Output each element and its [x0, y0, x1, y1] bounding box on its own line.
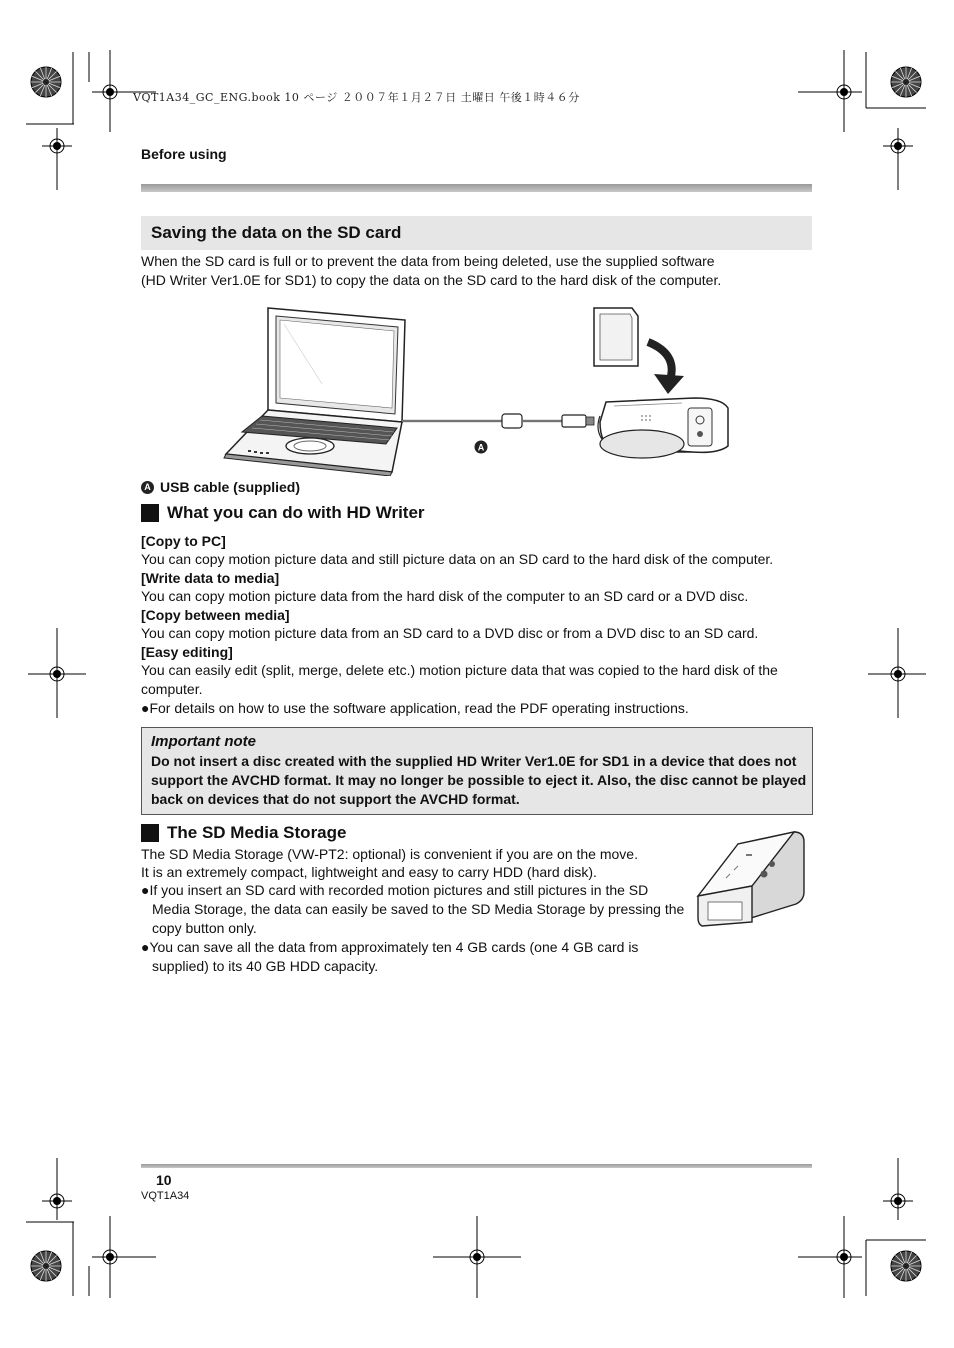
saving-heading-box — [141, 216, 812, 250]
feature-term: [Copy to PC] — [141, 533, 226, 549]
hd-writer-features — [141, 532, 821, 718]
saving-heading: Saving the data on the SD card — [151, 223, 402, 242]
storage-description — [141, 845, 686, 976]
storage-intro-line: It is an extremely compact, lightweight and easy to carry HDD (hard disk). — [141, 864, 597, 880]
feature-term: [Write data to media] — [141, 570, 280, 586]
camcorder-illustration — [598, 398, 728, 458]
laptop-illustration — [224, 308, 405, 476]
section-label: Before using — [141, 146, 227, 162]
sd-media-storage-illustration — [694, 828, 810, 928]
bullet-text: You can save all the data from approximately ten 4 GB cards (one 4 GB card is supplied) to its 40 GB HDD capacity. — [149, 939, 639, 974]
bullet-item: ●For details on how to use the software application, read the PDF operating instructions. — [141, 700, 689, 716]
note-title: Important note — [151, 733, 256, 750]
document-code: VQT1A34 — [141, 1190, 190, 1202]
cable-caption — [141, 479, 300, 495]
note-body: Do not insert a disc created with the supplied HD Writer Ver1.0E for SD1 in a device that does not support the AVCHD format. It may no longer be possible to eject it. Also, the disc cannot be played back on devices that do not support the AVCHD format. — [151, 753, 807, 807]
feature-desc: You can copy motion picture data from an SD card to a DVD disc or from a DVD disc to an SD card. — [141, 625, 759, 641]
heading-square-icon — [141, 504, 159, 522]
heading-square-icon — [141, 824, 159, 842]
intro-line: (HD Writer Ver1.0E for SD1) to copy the data on the SD card to the hard disk of the computer. — [141, 272, 722, 288]
bullet-item: ●You can save all the data from approximately ten 4 GB cards (one 4 GB card is supplied) to its 40 GB HDD capacity. — [141, 939, 639, 974]
marker-a-icon: A — [141, 481, 154, 494]
bullet-text: For details on how to use the software application, read the PDF operating instructions. — [149, 700, 689, 716]
storage-heading — [141, 823, 346, 843]
hd-writer-heading-text: What you can do with HD Writer — [167, 503, 425, 522]
diagram-marker-a: A — [477, 442, 485, 453]
feature-term: [Easy editing] — [141, 644, 233, 660]
print-header: VQT1A34_GC_ENG.book 10 ページ ２００７年１月２７日 土曜日 午後１時４６分 — [133, 91, 580, 104]
top-rule — [141, 184, 812, 192]
page-number: 10 — [156, 1172, 172, 1188]
storage-intro-line: The SD Media Storage (VW-PT2: optional) is convenient if you are on the move. — [141, 846, 638, 862]
important-note-box — [141, 727, 813, 815]
bottom-rule — [141, 1164, 812, 1168]
hd-writer-heading — [141, 503, 425, 523]
feature-desc: You can easily edit (split, merge, delete etc.) motion picture data that was copied to the hard disk of the computer. — [141, 662, 778, 697]
feature-desc: You can copy motion picture data from the hard disk of the computer to an SD card or a DVD disc. — [141, 588, 749, 604]
feature-desc: You can copy motion picture data and still picture data on an SD card to the hard disk of the computer. — [141, 551, 774, 567]
bullet-text: If you insert an SD card with recorded motion pictures and still pictures in the SD Media Storage, the data can easily be saved to the SD Media Storage by pressing the copy button only. — [149, 882, 685, 936]
connection-diagram — [222, 304, 734, 476]
intro-line: When the SD card is full or to prevent the data from being deleted, use the supplied software — [141, 253, 715, 269]
saving-intro — [141, 252, 821, 290]
feature-term: [Copy between media] — [141, 607, 290, 623]
cable-caption-text: USB cable (supplied) — [160, 479, 301, 495]
bullet-item: ●If you insert an SD card with recorded motion pictures and still pictures in the SD Media Storage, the data can easily be saved to the SD Media Storage by pressing the copy button only. — [141, 882, 685, 936]
storage-heading-text: The SD Media Storage — [167, 823, 347, 842]
sd-card-illustration — [594, 308, 638, 366]
